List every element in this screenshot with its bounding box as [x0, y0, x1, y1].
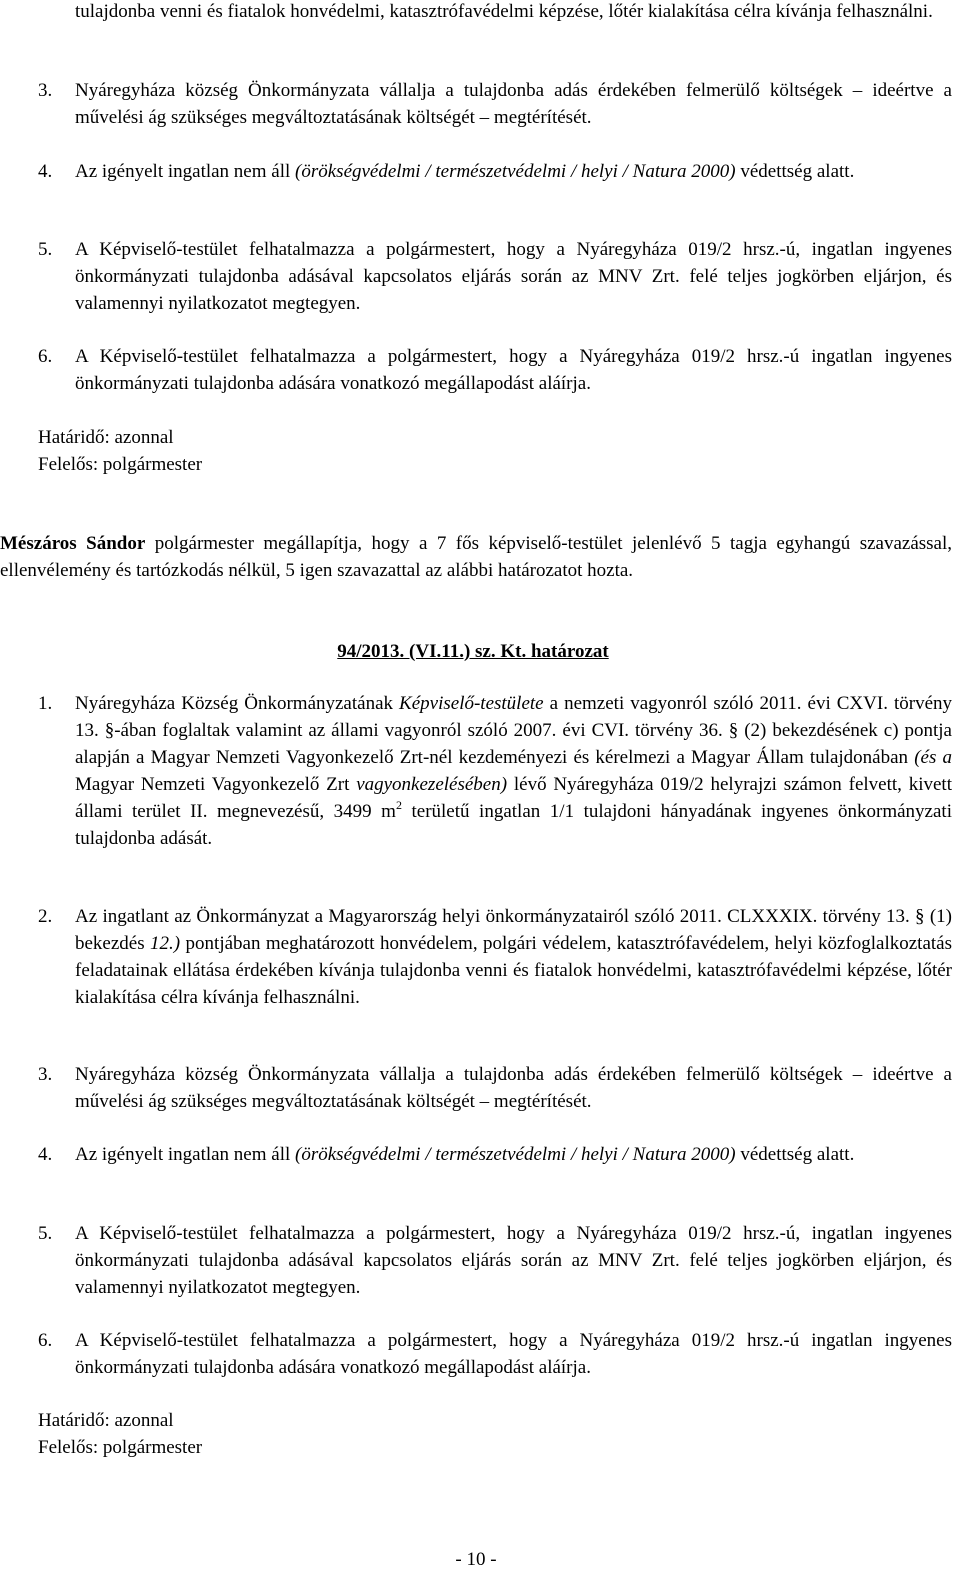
item-number: 6. [38, 1330, 53, 1351]
item-number: 6. [38, 346, 53, 367]
protection-types: (örökségvédelmi / természetvédelmi / helyi / Natura 2000) [295, 1144, 736, 1165]
first-deadline: Határidő: azonnal [38, 427, 174, 448]
item-number: 4. [38, 1144, 53, 1165]
resolution-item-1 [38, 690, 952, 852]
item-number: 3. [38, 80, 53, 101]
page-number: - 10 - [455, 1549, 497, 1570]
resolution-item-4 [38, 1141, 952, 1168]
vote-announcement: Mészáros Sándor polgármester megállapítja, hogy a 7 fős képviselő-testület jelenlévő 5 tagja egyhangú szavazással, ellenvélemény és tartózkodás nélkül, 5 igen szavazattal az alábbi határozatot hozta. [0, 533, 953, 581]
item-text: Nyáregyháza község Önkormányzata vállalja a tulajdonba adás érdekében felmerülő költségek – ideértve a művelési ág szükséges megváltoztatásának költségét – megtérítését. [75, 80, 952, 128]
resolution-item-2 [38, 903, 952, 1011]
item-text: A Képviselő-testület felhatalmazza a polgármestert, hogy a Nyáregyháza 019/2 hrsz.-ú ingatlan ingyenes önkormányzati tulajdonba adására vonatkozó megállapodást aláírja. [75, 346, 952, 394]
resolution-item-3 [38, 1061, 952, 1115]
item-text: Nyáregyháza község Önkormányzata vállalja a tulajdonba adás érdekében felmerülő költségek – ideértve a művelési ág szükséges megváltoztatásának költségét – megtérítését. [75, 1064, 952, 1112]
item-number: 3. [38, 1064, 53, 1085]
first-responsible: Felelős: polgármester [38, 454, 203, 475]
item-number: 5. [38, 239, 53, 260]
item-text: Az igényelt ingatlan nem áll (örökségvédelmi / természetvédelmi / helyi / Natura 2000) védettség alatt. [75, 1144, 855, 1165]
mayor-name: Mészáros Sándor [0, 533, 146, 554]
item-text: Az igényelt ingatlan nem áll (örökségvédelmi / természetvédelmi / helyi / Natura 2000) védettség alatt. [75, 161, 855, 182]
second-responsible: Felelős: polgármester [38, 1437, 203, 1458]
item-text: Az ingatlant az Önkormányzat a Magyarország helyi önkormányzatairól szóló 2011. CLXXXIX. törvény 13. § (1) bekezdés 12.) pontjában meghatározott honvédelem, polgári védelem, katasztrófavédelem, helyi közfoglalkoztatás feladatainak ellátása érdekében kívánja tulajdonba venni és fiatalok honvédelmi, katasztrófavédelmi képzése, lőtér kialakítása célra kívánja felhasználni. [75, 906, 952, 1008]
item-text: Nyáregyháza Község Önkormányzatának Képviselő-testülete a nemzeti vagyonról szóló 2011. évi CXVI. törvény 13. §-ában foglaltak valamint az állami vagyonról szóló 2007. évi CVI. törvény 36. § (2) bekezdésének c) pontja alapján a Magyar Nemzeti Vagyonkezelő Zrt-nél kezdeményezi és kérelmezi a Magyar Állam tulajdonában (és a Magyar Nemzeti Vagyonkezelő Zrt vagyonkezelésében) lévő Nyáregyháza 019/2 helyrajzi számon felvett, kivett állami terület II. megnevezésű, 3499 $m^2$ területű ingatlan 1/1 tulajdoni hányadának ingyenes önkormányzati tulajdonba adását. [75, 693, 953, 849]
first-item-3 [38, 77, 952, 131]
item-text: A Képviselő-testület felhatalmazza a polgármestert, hogy a Nyáregyháza 019/2 hrsz.-ú, ingatlan ingyenes önkormányzati tulajdonba adásával kapcsolatos eljárás során az MNV Zrt. felé teljes jogkörben eljárjon, és valamennyi nyilatkozatot megtegyen. [75, 239, 952, 314]
protection-types: (örökségvédelmi / természetvédelmi / helyi / Natura 2000) [295, 161, 736, 182]
first-item-5 [38, 236, 952, 317]
resolution-title: 94/2013. (VI.11.) sz. Kt. határozat [337, 641, 609, 662]
resolution-item-5 [38, 1220, 952, 1301]
first-item-4 [38, 158, 952, 185]
resolution-item-6 [38, 1327, 952, 1381]
superscript: 2 [395, 798, 402, 812]
item-number: 5. [38, 1223, 53, 1244]
item-number: 2. [38, 906, 53, 927]
second-deadline: Határidő: azonnal [38, 1410, 174, 1431]
item-number: 4. [38, 161, 53, 182]
item-text: A Képviselő-testület felhatalmazza a polgármestert, hogy a Nyáregyháza 019/2 hrsz.-ú ingatlan ingyenes önkormányzati tulajdonba adására vonatkozó megállapodást aláírja. [75, 1330, 952, 1378]
item-text: A Képviselő-testület felhatalmazza a polgármestert, hogy a Nyáregyháza 019/2 hrsz.-ú, ingatlan ingyenes önkormányzati tulajdonba adásával kapcsolatos eljárás során az MNV Zrt. felé teljes jogkörben eljárjon, és valamennyi nyilatkozatot megtegyen. [75, 1223, 952, 1298]
item-2-continuation: tulajdonba venni és fiatalok honvédelmi, katasztrófavédelmi képzése, lőtér kialakítása célra kívánja felhasználni. [75, 1, 933, 22]
item-number: 1. [38, 693, 53, 714]
first-item-6 [38, 343, 952, 397]
